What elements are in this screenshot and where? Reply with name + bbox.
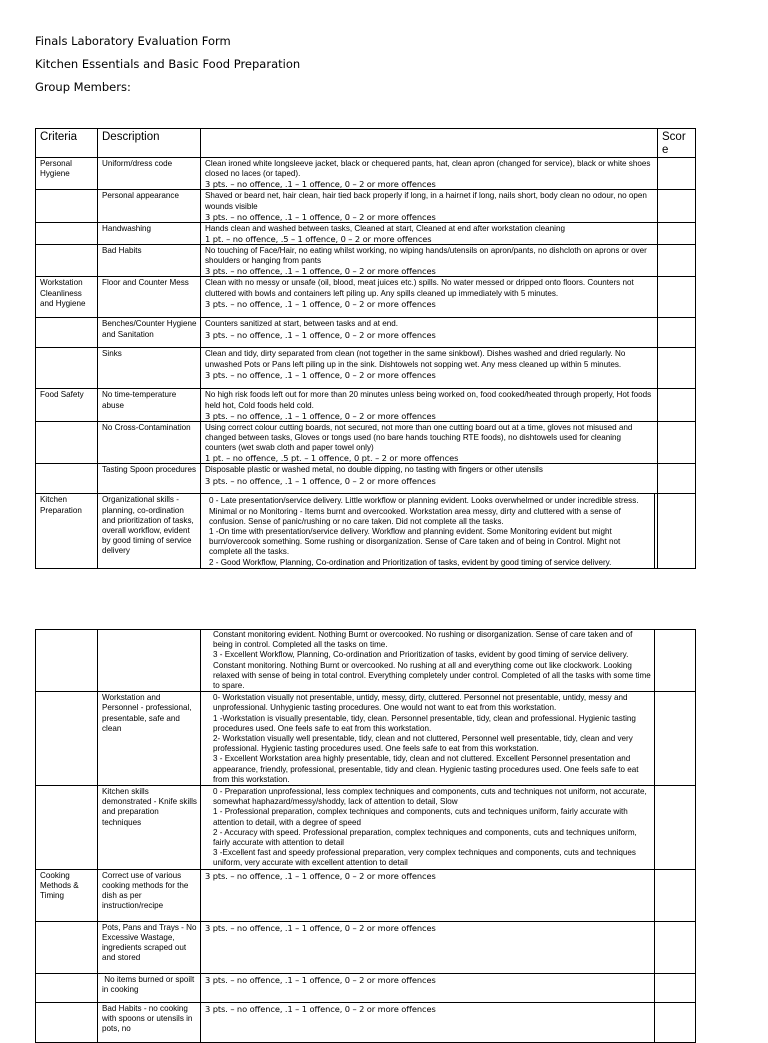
score-cell[interactable]	[655, 692, 696, 786]
table-row	[36, 1002, 696, 1042]
item-cell: Tasting Spoon procedures	[98, 464, 201, 494]
criteria-cell: Kitchen Preparation	[36, 494, 98, 568]
item-cell: Organizational skills - planning, co-ordination and prioritization of tasks, overall workflow, evident by good timing of service delivery	[98, 494, 201, 568]
item-cell: Kitchen skills demonstrated - Knife skills and preparation techniques	[98, 786, 201, 870]
criteria-cell: Workstation Cleanliness and Hygiene	[36, 277, 98, 318]
criteria-cell	[36, 692, 98, 786]
criteria-cell: Personal Hygiene	[36, 158, 98, 190]
criteria-cell	[36, 973, 98, 1002]
score-cell[interactable]	[658, 318, 696, 348]
scoring-text: 3 pts. – no offence, .1 – 1 offence, 0 – 2 or more offences	[205, 475, 436, 486]
table-row	[36, 348, 696, 389]
item-cell: Bad Habits - no cooking with spoons or utensils in pots, no	[98, 1002, 201, 1042]
item-cell: Handwashing	[98, 222, 201, 244]
table-row	[36, 158, 696, 190]
details-cell	[201, 494, 655, 568]
table-row	[36, 389, 696, 421]
details-header	[201, 129, 658, 158]
details-cell	[201, 786, 655, 870]
table-row	[36, 869, 696, 921]
item-cell: Workstation and Personnel - professional, presentable, safe and clean	[98, 692, 201, 786]
scoring-text: 3 pts. – no offence, .1 – 1 offence, 0 – 2 or more offences	[205, 329, 436, 340]
score-cell[interactable]	[655, 1002, 696, 1042]
table-row	[36, 190, 696, 222]
rubric-line: Constant monitoring evident. Nothing Burnt or overcooked. No rushing or disorganization. Sense of care taken and of being in control. Completed all the tasks on time.	[213, 630, 633, 650]
table-row	[36, 494, 696, 568]
details-text: No touching of Face/Hair, no eating whilst working, no wiping hands/utensils on apron/pants, no dishcloth on aprons or over shoulders or hanging from pants	[205, 246, 647, 266]
score-cell[interactable]	[658, 494, 696, 568]
criteria-cell: Food Safety	[36, 389, 98, 421]
criteria-cell	[36, 421, 98, 464]
item-cell: Correct use of various cooking methods for the dish as per instruction/recipe	[98, 869, 201, 921]
form-title: Finals Laboratory Evaluation Form	[35, 34, 231, 48]
scoring-text: 3 pts. – no offence, .1 – 1 offence, 0 – 2 or more offences	[205, 870, 436, 881]
table-row	[36, 277, 696, 318]
evaluation-table-page2	[35, 629, 696, 1043]
item-cell: Uniform/dress code	[98, 158, 201, 190]
scoring-text: 3 pts. – no offence, .1 – 1 offence, 0 – 2 or more offences	[205, 266, 436, 277]
scoring-text: 1 pt. – no offence, .5 pt. – 1 offence, 0 pt. – 2 or more offences	[205, 453, 459, 464]
details-cell	[201, 869, 655, 921]
form-header	[35, 34, 300, 103]
details-cell	[201, 973, 655, 1002]
details-cell	[201, 222, 658, 244]
rubric-line: 2 - Accuracy with speed. Professional preparation, complex techniques and components, cuts and techniques uniform, fairly accurate with attention to detail	[213, 827, 637, 848]
item-cell: Personal appearance	[98, 190, 201, 222]
score-cell[interactable]	[655, 869, 696, 921]
score-cell[interactable]	[655, 973, 696, 1002]
details-cell	[201, 277, 658, 318]
details-cell	[201, 630, 655, 692]
table-row	[36, 786, 696, 870]
criteria-cell	[36, 348, 98, 389]
table-row	[36, 464, 696, 494]
criteria-cell	[36, 318, 98, 348]
table-row	[36, 921, 696, 973]
scoring-text: 3 pts. – no offence, .1 – 1 offence, 0 – 2 or more offences	[205, 369, 436, 380]
item-cell: No items burned or spoilt in cooking	[98, 973, 201, 1002]
score-cell[interactable]	[658, 389, 696, 421]
item-cell: Pots, Pans and Trays - No Excessive Wastage, ingredients scraped out and stored	[98, 921, 201, 973]
scoring-text: 3 pts. – no offence, .1 – 1 offence, 0 – 2 or more offences	[205, 922, 436, 933]
rubric-line: 0- Workstation visually not presentable, untidy, messy, dirty, cluttered. Personnel not presentable, untidy, messy and unprofessional. Unhygienic tasting procedures. One would not want to eat from this workstation.	[213, 693, 628, 713]
details-cell	[201, 1002, 655, 1042]
scoring-text: 3 pts. – no offence, .1 – 1 offence, 0 – 2 or more offences	[205, 211, 436, 222]
details-cell	[201, 421, 658, 464]
details-cell	[201, 245, 658, 277]
score-cell[interactable]	[658, 277, 696, 318]
criteria-cell: Cooking Methods & Timing	[36, 869, 98, 921]
table-row	[36, 630, 696, 692]
scoring-text: 1 pt. – no offence, .5 – 1 offence, 0 – 2 or more offences	[205, 234, 432, 245]
details-cell	[201, 190, 658, 222]
score-cell[interactable]	[655, 630, 696, 692]
form-subtitle: Kitchen Essentials and Basic Food Preparation	[35, 57, 301, 71]
score-cell[interactable]	[658, 222, 696, 244]
criteria-cell	[36, 190, 98, 222]
criteria-cell	[36, 1002, 98, 1042]
scoring-text: 3 pts. – no offence, .1 – 1 offence, 0 – 2 or more offences	[205, 179, 436, 190]
rubric-line: 0 - Late presentation/service delivery. Little workflow or planning evident. Looks overwhelmed or under incredible stress. Minimal or no Monitoring - Items burnt and overcooked. Workstation area messy, dirty and cluttered with a sense of confusion. Sense of panic/rushing or no care taken. Did not complete all the tasks.	[209, 496, 639, 526]
score-cell[interactable]	[658, 245, 696, 277]
rubric-line: 1 -Workstation is visually presentable, tidy, clean. Personnel presentable, tidy, clean and professional. Hygienic tasting procedures used. One feels safe to eat from this workstation.	[213, 713, 636, 733]
item-cell: No time-temperature abuse	[98, 389, 201, 421]
details-text: Clean ironed white longsleeve jacket, black or chequered pants, hat, clean apron (changed for service), black or white shoes closed no laces (or taped).	[205, 159, 651, 179]
rubric-line: 3 -Excellent fast and speedy professional preparation, very complex techniques and components, cuts and techniques uniform, very accurate with excellent attention to detail	[213, 848, 636, 868]
details-cell	[201, 389, 658, 421]
table-row	[36, 692, 696, 786]
rubric-line: 0 - Preparation unprofessional, less complex techniques and components, cuts and techniques not uniform, not accurate, somewhat haphazard/messy/shoddy, lack of attention to detail, Slow	[213, 787, 647, 807]
criteria-cell	[36, 464, 98, 494]
item-cell: Benches/Counter Hygiene and Sanitation	[98, 318, 201, 348]
evaluation-table-page1	[35, 128, 696, 569]
score-cell[interactable]	[658, 464, 696, 494]
criteria-cell	[36, 245, 98, 277]
rubric-line: 3 - Excellent Workflow, Planning, Co-ordination and Prioritization of tasks, evident by good timing of service delivery. Constant monitoring. Nothing Burnt or overcooked. No rushing at all and everything come out like clockwork. Looking relaxed with sense of being in total control. Everything completely under control. Completed of all the tasks with some time to spare.	[213, 650, 651, 691]
rubric-line: 1 - Professional preparation, complex techniques and components, cuts and techniques uniform, fairly accurate with attention to detail, with a degree of speed	[213, 807, 628, 827]
rubric-line: 1 -On time with presentation/service delivery. Workflow and planning evident. Some Monitoring evident but might burn/overcook something. Some rushing or disorganization. Sense of Care taken and of being in Control. Might not complete all the tasks.	[209, 527, 621, 557]
details-cell	[201, 692, 655, 786]
table-row	[36, 973, 696, 1002]
score-cell[interactable]	[655, 921, 696, 973]
scoring-text: 3 pts. – no offence, .1 – 1 offence, 0 – 2 or more offences	[205, 410, 436, 421]
details-cell	[201, 464, 658, 494]
score-header: Score	[658, 129, 696, 158]
rubric-line: 2 - Good Workflow, Planning, Co-ordination and Prioritization of tasks, evident by good timing of service delivery.	[209, 557, 612, 567]
details-cell	[201, 318, 658, 348]
table-header-row	[36, 129, 696, 158]
scoring-text: 3 pts. – no offence, .1 – 1 offence, 0 – 2 or more offences	[205, 1003, 436, 1014]
score-cell[interactable]	[658, 190, 696, 222]
group-members-label: Group Members:	[35, 80, 131, 94]
details-text: Counters sanitized at start, between tasks and at end.	[205, 319, 399, 329]
details-cell	[201, 158, 658, 190]
score-cell[interactable]	[658, 421, 696, 464]
item-cell: No Cross-Contamination	[98, 421, 201, 464]
details-cell	[201, 921, 655, 973]
table-row	[36, 245, 696, 277]
description-header: Description	[98, 129, 201, 158]
details-text: Shaved or beard net, hair clean, hair tied back properly if long, in a hairnet if long, nails short, body clean no odour, no open wounds visible	[205, 191, 647, 211]
score-cell[interactable]	[658, 158, 696, 190]
rubric-line: 2- Workstation visually well presentable, tidy, clean and not cluttered, Personnel well presentable, tidy, clean and very professional. Hygienic tasting procedures used. One feels safe to eat from this workstation.	[213, 734, 633, 754]
scoring-text: 3 pts. – no offence, .1 – 1 offence, 0 – 2 or more offences	[205, 298, 436, 309]
details-text: No high risk foods left out for more than 20 minutes unless being worked on, food cooked/heated through properly, Hot foods held hot, Cold foods held cold.	[205, 390, 652, 410]
score-cell[interactable]	[658, 348, 696, 389]
details-text: Hands clean and washed between tasks, Cleaned at start, Cleaned at end after workstation cleaning	[205, 223, 565, 233]
details-text: Clean with no messy or unsafe (oil, blood, meat juices etc.) spills. No water messed or dripped onto floors. Counters not cluttered with bowls and containers left piling up. Any spills cleaned up immediately with 5 minutes.	[205, 278, 634, 298]
details-text: Clean and tidy, dirty separated from clean (not together in the same sinkbowl). Dishes washed and dried regularly. No unwashed Pots or Pans left piling up in the sink. Dishtowels not sopping wet. Any mess cleaned up within 5 minutes.	[205, 349, 626, 369]
item-cell: Bad Habits	[98, 245, 201, 277]
table-row	[36, 318, 696, 348]
criteria-cell	[36, 222, 98, 244]
criteria-cell	[36, 630, 98, 692]
criteria-header: Criteria	[36, 129, 98, 158]
details-text: Using correct colour cutting boards, not secured, not more than one cutting board out at a time, gloves not misused and changed between tasks, Gloves or tongs used (no bare hands touching RTE foods), no dishtowels used for cleaning counters (wet swab cloth and paper towel only)	[205, 422, 633, 453]
details-cell	[201, 348, 658, 389]
criteria-cell	[36, 786, 98, 870]
rubric-line: 3 - Excellent Workstation area highly presentable, tidy, clean and not cluttered. Excellent Personnel presentation and appearance, friendly, professional, presentable, tidy and clean. Hygienic tasting procedures used. One feels safe to eat from this workstation.	[213, 754, 639, 784]
table-row	[36, 222, 696, 244]
criteria-cell	[36, 921, 98, 973]
item-cell	[98, 630, 201, 692]
item-cell: Sinks	[98, 348, 201, 389]
scoring-text: 3 pts. – no offence, .1 – 1 offence, 0 – 2 or more offences	[205, 974, 436, 985]
table-row	[36, 421, 696, 464]
score-cell[interactable]	[655, 786, 696, 870]
details-text: Disposable plastic or washed metal, no double dipping, no tasting with fingers or other utensils	[205, 465, 543, 475]
item-cell: Floor and Counter Mess	[98, 277, 201, 318]
